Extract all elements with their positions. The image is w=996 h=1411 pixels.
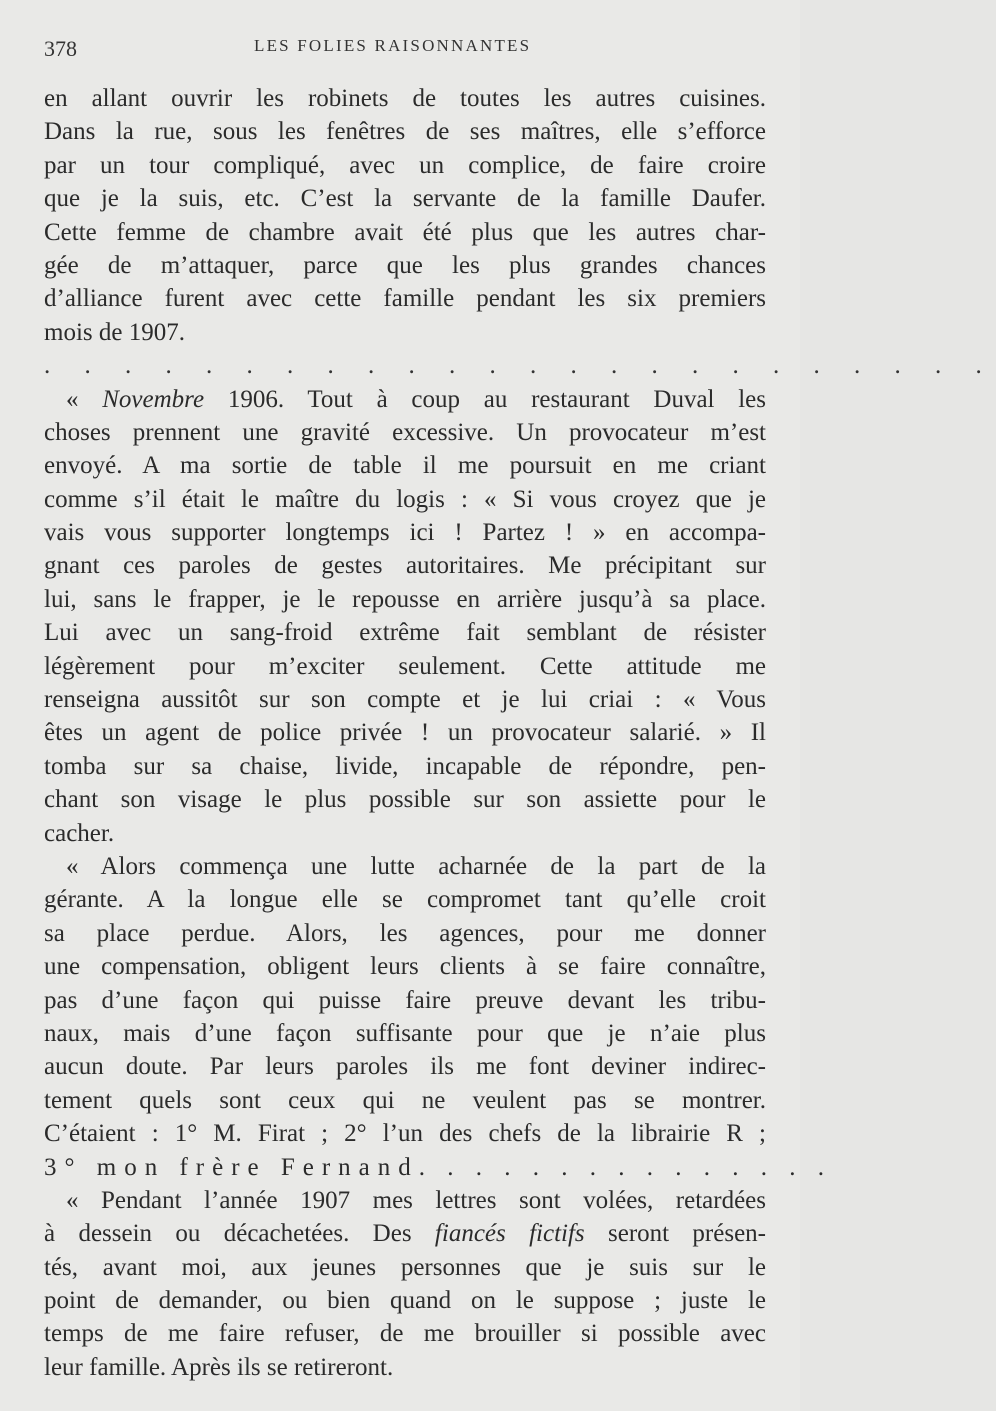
text-line: gérante. A la longue elle se compromet tant qu’elle croit (44, 886, 766, 914)
text-line: leur famille. Après ils se retireront. (44, 1353, 394, 1381)
text-line: renseigna aussitôt sur son compte et je lui criai : « Vous (44, 686, 766, 714)
text-line: « Novembre 1906. Tout à coup au restaurant Duval les (66, 385, 766, 413)
text-line: envoyé. A ma sortie de table il me poursuit en me criant (44, 452, 766, 480)
text-line: vais vous supporter longtemps ici ! Partez ! » en accompa- (44, 519, 766, 547)
ellipsis-separator: . . . . . . . . . . . . . . . . . . . . . . . . (44, 352, 996, 380)
text-line: Dans la rue, sous les fenêtres de ses maîtres, elle s’efforce (44, 118, 766, 146)
text-line: C’étaient : 1° M. Firat ; 2° l’un des chefs de la librairie R ; (44, 1120, 766, 1148)
body-text (44, 82, 996, 1384)
text-line: tement quels sont ceux qui ne veulent pas se montrer. (44, 1086, 766, 1114)
text-line: sa place perdue. Alors, les agences, pour me donner (44, 919, 766, 947)
text-line: légèrement pour m’exciter seulement. Cette attitude me (44, 652, 766, 680)
italic-phrase: Novembre (102, 385, 205, 413)
text-line: par un tour compliqué, avec un complice, de faire croire (44, 151, 766, 179)
text-line: temps de me faire refuser, de me brouiller si possible avec (44, 1320, 766, 1348)
text-line: « Alors commença une lutte acharnée de la part de la (66, 852, 766, 880)
page-number: 378 (44, 36, 77, 61)
italic-phrase: fiancés fictifs (434, 1220, 585, 1248)
text-line: aucun doute. Par leurs paroles ils me font deviner indirec- (44, 1053, 766, 1081)
text-line: gée de m’attaquer, parce que les plus grandes chances (44, 251, 766, 279)
text-line: choses prennent une gravité excessive. Un provocateur m’est (44, 418, 766, 446)
text-line: tés, avant moi, aux jeunes personnes que je suis sur le (44, 1253, 766, 1281)
text-line: pas d’une façon qui puisse faire preuve devant les tribu- (44, 986, 766, 1014)
running-title: LES FOLIES RAISONNANTES (254, 36, 532, 55)
text-line: gnant ces paroles de gestes autoritaires. Me précipitant sur (44, 552, 766, 580)
text-line: point de demander, ou bien quand on le suppose ; juste le (44, 1287, 766, 1315)
text-line: 3° mon frère Fernand. . . . . . . . . . . . . . . (44, 1153, 833, 1181)
text-line: naux, mais d’une façon suffisante pour que je n’aie plus (44, 1019, 766, 1047)
text-line: Lui avec un sang-froid extrême fait semblant de résister (44, 619, 766, 647)
text-line: chant son visage le plus possible sur son assiette pour le (44, 786, 766, 814)
running-head (44, 32, 766, 62)
text-line: une compensation, obligent leurs clients à se faire connaître, (44, 953, 766, 981)
text-line: à dessein ou décachetées. Des fiancés fictifs seront présen- (44, 1220, 767, 1248)
text-line: d’alliance furent avec cette famille pendant les six premiers (44, 285, 766, 313)
text-line: « Pendant l’année 1907 mes lettres sont volées, retardées (66, 1186, 766, 1214)
text-line: cacher. (44, 819, 115, 847)
text-line: êtes un agent de police privée ! un provocateur salarié. » Il (44, 719, 766, 747)
text-line: mois de 1907. (44, 318, 185, 346)
text-line: tomba sur sa chaise, livide, incapable de répondre, pen- (44, 752, 766, 780)
text-line: Cette femme de chambre avait été plus que les autres char- (44, 218, 766, 246)
text-line: que je la suis, etc. C’est la servante de la famille Daufer. (44, 185, 766, 213)
text-line: en allant ouvrir les robinets de toutes les autres cuisines. (44, 85, 766, 112)
text-line: lui, sans le frapper, je le repousse en arrière jusqu’à sa place. (44, 585, 766, 613)
text-line: comme s’il était le maître du logis : « Si vous croyez que je (44, 485, 766, 513)
